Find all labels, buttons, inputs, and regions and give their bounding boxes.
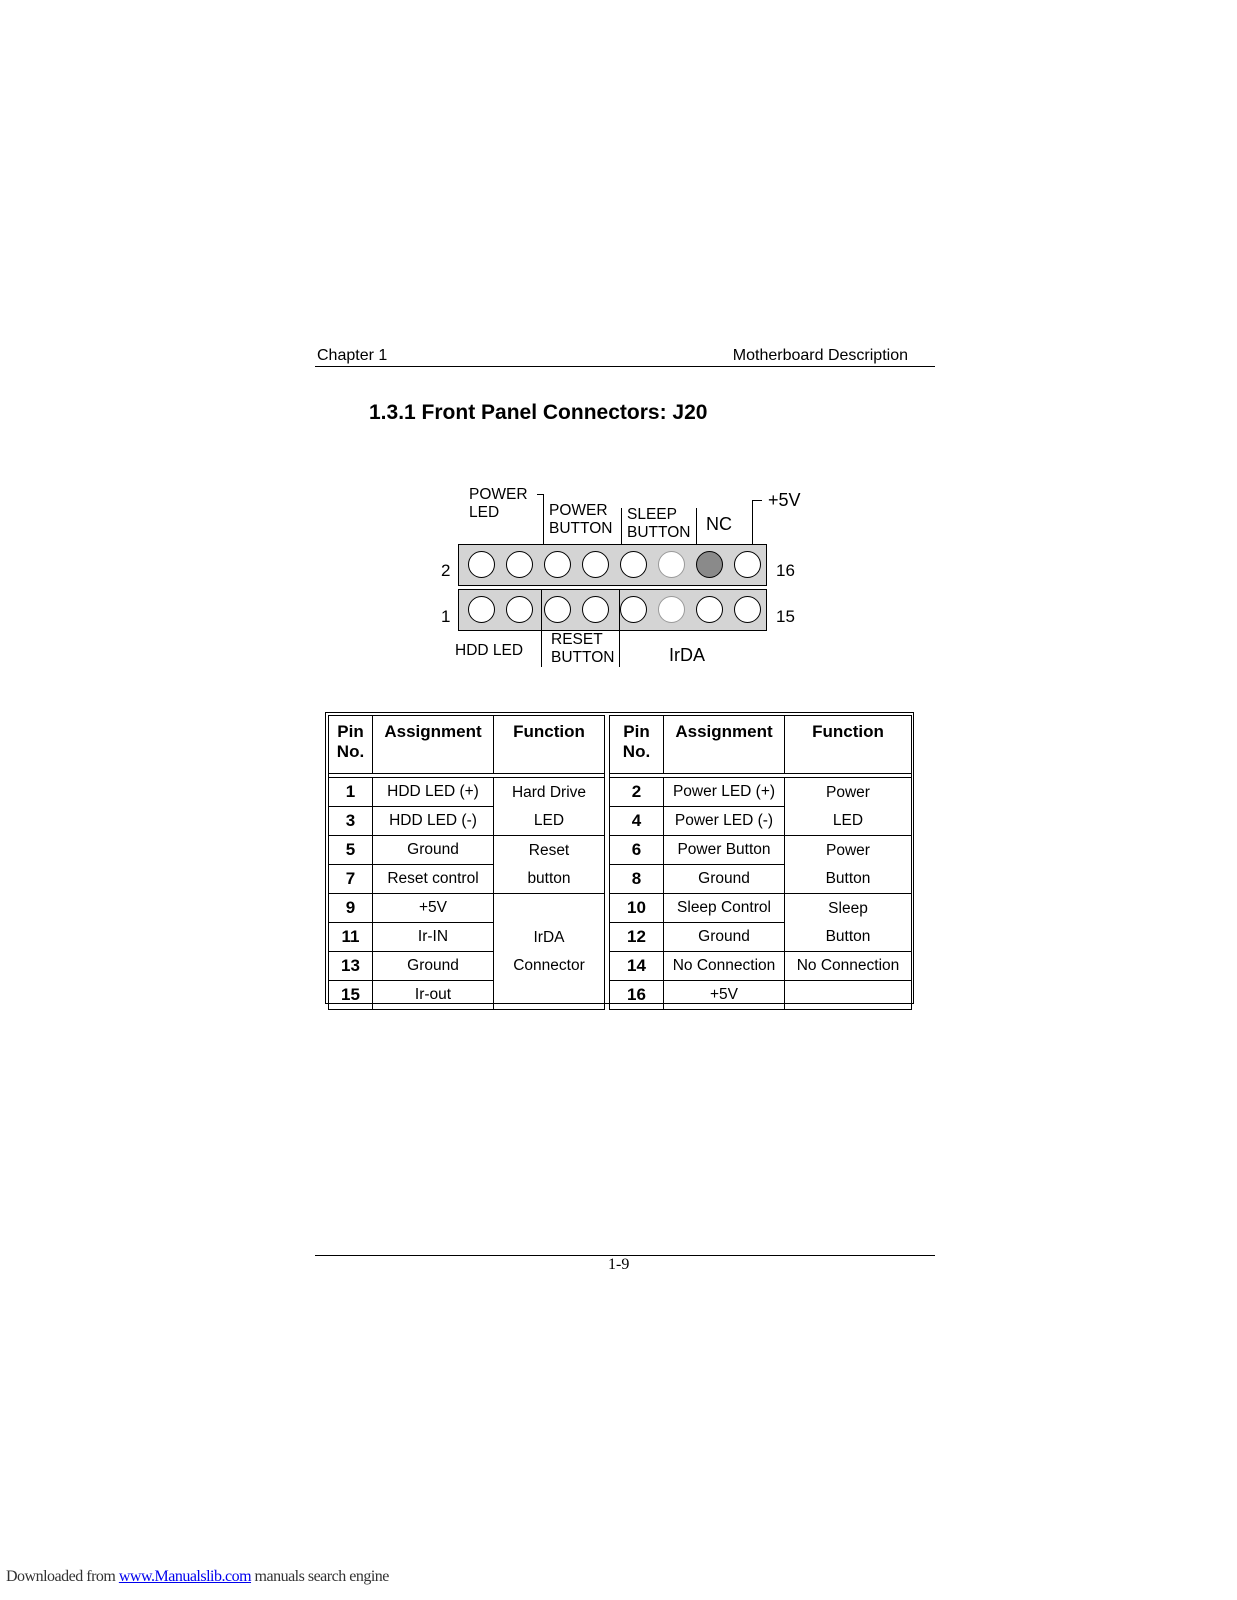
pin-number: 1 [329, 778, 373, 807]
pin-number: 4 [610, 807, 664, 836]
header-function: Function [785, 716, 912, 774]
divider-line [696, 508, 697, 544]
header-pin-no [329, 716, 373, 774]
pin-assignment: No Connection [664, 952, 785, 981]
pin-number: 14 [610, 952, 664, 981]
pin-number: 15 [329, 981, 373, 1010]
function-line: No Connection [796, 957, 900, 974]
pin-no-connection [696, 551, 723, 578]
header-rule [315, 366, 935, 367]
function-line: IrDA [533, 928, 565, 946]
pin-assignment: Sleep Control [664, 894, 785, 923]
pin-function [494, 894, 605, 1010]
pin-assignment: HDD LED (-) [373, 807, 494, 836]
table-row [610, 894, 912, 923]
pin-assignment-table [325, 712, 914, 1004]
page-number: 1-9 [608, 1256, 630, 1273]
row-number: 1 [441, 607, 451, 626]
connector-pin [658, 551, 685, 578]
label-sleep-button [627, 506, 690, 542]
connector-pin [468, 551, 495, 578]
pin-function [785, 981, 912, 1010]
header-function: Function [494, 716, 605, 774]
pin-row-even [458, 544, 767, 586]
pin-assignment: +5V [373, 894, 494, 923]
table-row [329, 836, 605, 865]
section-title: 1.3.1 Front Panel Connectors: J20 [369, 401, 708, 424]
connector-pin [658, 596, 685, 623]
pin-assignment: Power LED (+) [664, 778, 785, 807]
pin-assignment: Power LED (-) [664, 807, 785, 836]
label-plus5v: +5V [768, 490, 801, 510]
function-line [785, 986, 911, 1004]
connector-pin [620, 596, 647, 623]
label-irda: IrDA [669, 645, 705, 665]
function-line: Power [826, 841, 870, 859]
divider-line [619, 589, 620, 667]
function-line: Sleep [828, 899, 868, 917]
label-line: BUTTON [627, 524, 691, 541]
header-line: No. [336, 742, 365, 761]
header-line: Pin [337, 722, 364, 741]
label-line: BUTTON [551, 649, 615, 666]
table-row [329, 894, 605, 923]
label-line: LED [469, 504, 500, 521]
header-line: Pin [623, 722, 650, 741]
pin-number: 11 [329, 923, 373, 952]
function-line: Connector [513, 956, 585, 974]
label-line: SLEEP [627, 506, 677, 523]
connector-pin [734, 551, 761, 578]
function-line: Button [825, 869, 871, 887]
function-line: LED [832, 811, 864, 829]
label-nc: NC [706, 514, 732, 534]
table-row [610, 836, 912, 865]
manualslib-link[interactable]: www.Manualslib.com [118, 1568, 252, 1585]
row-number: 2 [441, 561, 451, 580]
label-reset-button [551, 631, 614, 667]
connector-pin [696, 596, 723, 623]
connector-pin [582, 551, 609, 578]
table-row [610, 778, 912, 807]
function-line [494, 901, 604, 919]
pin-number: 6 [610, 836, 664, 865]
pin-number: 12 [610, 923, 664, 952]
pin-number: 8 [610, 865, 664, 894]
function-line: Power [826, 783, 870, 801]
table-row [610, 952, 912, 981]
header-assignment: Assignment [373, 716, 494, 774]
row-number: 16 [776, 561, 795, 580]
connector-pin [544, 551, 571, 578]
connector-pin [620, 551, 647, 578]
pin-assignment: +5V [664, 981, 785, 1010]
row-number: 15 [776, 607, 795, 626]
pin-row-odd [458, 589, 767, 631]
pin-assignment: Ir-IN [373, 923, 494, 952]
pin-number: 3 [329, 807, 373, 836]
label-line: RESET [551, 631, 603, 648]
pin-assignment: Ground [373, 952, 494, 981]
footer-prefix: Downloaded from [6, 1568, 119, 1585]
download-footer [6, 1568, 389, 1586]
function-line: button [527, 869, 571, 887]
leader-line [752, 500, 762, 501]
header-pin-no [610, 716, 664, 774]
pin-assignment: Ground [664, 923, 785, 952]
connector-pin [468, 596, 495, 623]
label-power-led [469, 486, 528, 522]
pin-number: 7 [329, 865, 373, 894]
pin-table-odd [328, 715, 605, 1010]
pin-number: 13 [329, 952, 373, 981]
pin-function [785, 836, 912, 894]
function-line: Hard Drive [511, 783, 587, 801]
pin-assignment: HDD LED (+) [373, 778, 494, 807]
pin-function [785, 778, 912, 836]
label-hdd-led: HDD LED [455, 642, 524, 659]
pin-assignment: Ground [664, 865, 785, 894]
label-power-button [549, 502, 612, 538]
connector-pin [734, 596, 761, 623]
function-line: Button [825, 927, 871, 945]
chapter-label: Chapter 1 [317, 347, 388, 364]
label-line: BUTTON [549, 520, 613, 537]
pin-assignment: Reset control [373, 865, 494, 894]
pin-number: 9 [329, 894, 373, 923]
function-line [494, 985, 604, 1003]
table-header-row [610, 716, 912, 774]
connector-pin [582, 596, 609, 623]
footer-suffix: manuals search engine [251, 1568, 389, 1585]
pin-function [494, 836, 605, 894]
pin-assignment: Power Button [664, 836, 785, 865]
table-row [610, 981, 912, 1010]
header-assignment: Assignment [664, 716, 785, 774]
pin-function [785, 952, 912, 981]
divider-line [621, 508, 622, 544]
connector-pin [506, 551, 533, 578]
connector-pin [506, 596, 533, 623]
pin-number: 2 [610, 778, 664, 807]
connector-pin [544, 596, 571, 623]
pin-number: 16 [610, 981, 664, 1010]
label-line: POWER [549, 502, 608, 519]
pin-number: 5 [329, 836, 373, 865]
pin-table-even [609, 715, 912, 1010]
divider-line [543, 494, 544, 544]
label-line: POWER [469, 486, 528, 503]
divider-line [541, 589, 542, 667]
header-line: No. [622, 742, 651, 761]
pin-number: 10 [610, 894, 664, 923]
function-line: LED [533, 811, 565, 829]
pin-assignment: Ground [373, 836, 494, 865]
header-section-title: Motherboard Description [732, 347, 908, 364]
table-header-row [329, 716, 605, 774]
pin-function [785, 894, 912, 952]
table-row [329, 778, 605, 807]
pin-function [494, 778, 605, 836]
pin-assignment: Ir-out [373, 981, 494, 1010]
function-line: Reset [528, 841, 570, 859]
